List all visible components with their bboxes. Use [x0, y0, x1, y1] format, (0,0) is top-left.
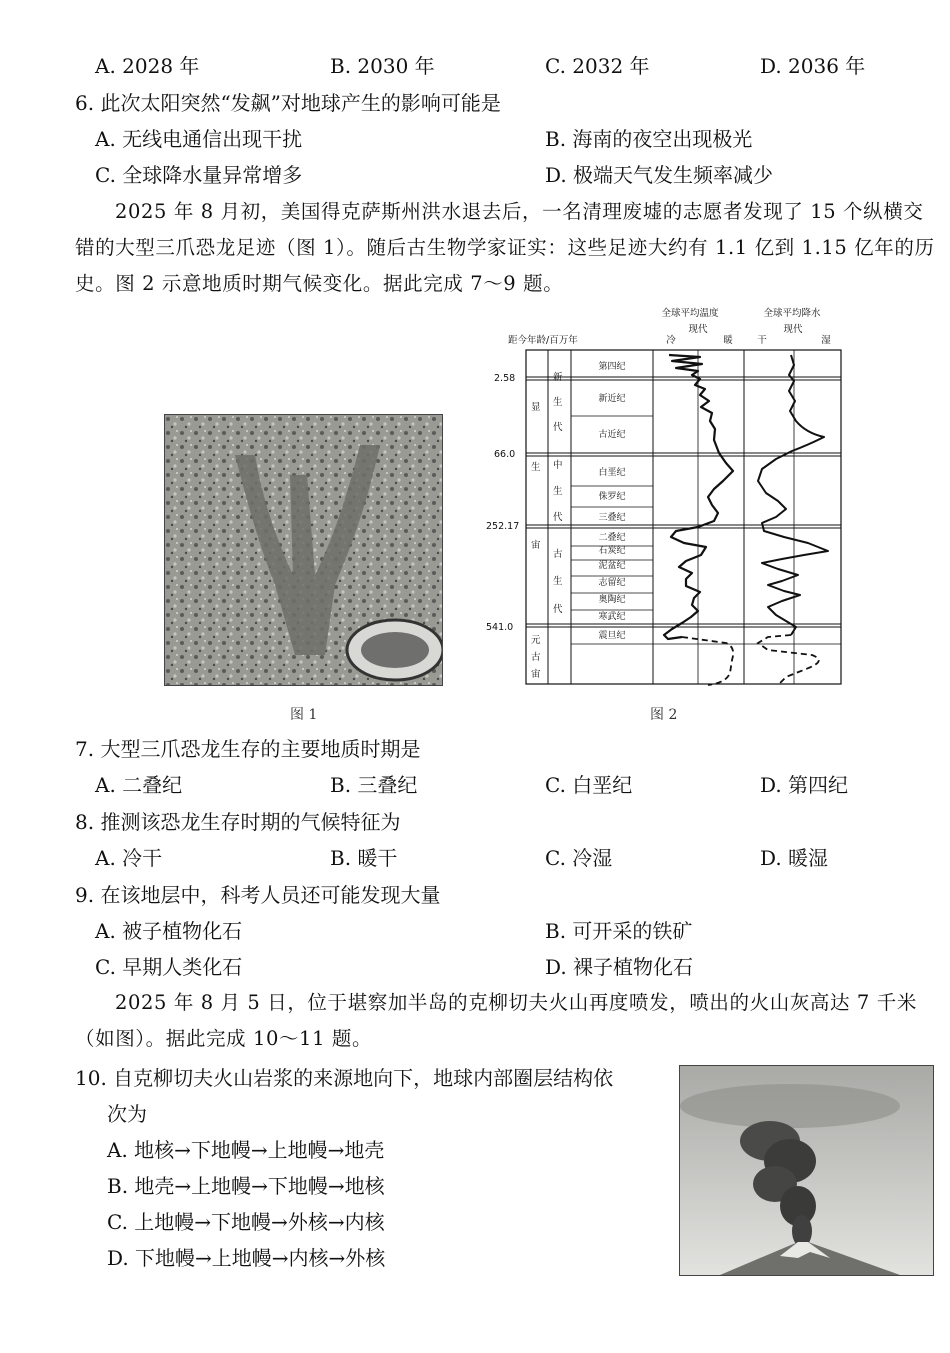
period-paleogene: 古近纪 [598, 430, 626, 440]
eon-phanerozoic-1: 显 [531, 402, 541, 413]
temp-warm-label: 暖 [723, 335, 733, 346]
q6-stem: 6. 此次太阳突然“发飙”对地球产生的影响可能是 [75, 91, 501, 115]
q6-option-b[interactable]: B. 海南的夜空出现极光 [545, 127, 753, 151]
age-541: 541.0 [486, 622, 514, 633]
period-neogene: 新近纪 [598, 394, 626, 404]
era-mesozoic-2: 生 [553, 486, 563, 497]
precip-now-label: 现代 [783, 324, 803, 335]
period-cambrian: 寒武纪 [598, 612, 626, 622]
q9-option-b[interactable]: B. 可开采的铁矿 [545, 919, 693, 943]
precip-dry-label: 干 [757, 335, 767, 346]
era-cenozoic-1: 新 [553, 372, 563, 383]
temp-now-label: 现代 [688, 324, 708, 335]
q7-option-b[interactable]: B. 三叠纪 [330, 773, 418, 797]
q6-option-d[interactable]: D. 极端天气发生频率减少 [545, 163, 774, 187]
period-permian: 二叠纪 [598, 533, 626, 543]
period-jurassic: 侏罗纪 [598, 492, 626, 502]
q6-option-c[interactable]: C. 全球降水量异常增多 [95, 163, 303, 187]
q8-stem: 8. 推测该恐龙生存时期的气候特征为 [75, 810, 401, 834]
q5-option-d[interactable]: D. 2036 年 [760, 54, 866, 78]
temperature-curve [664, 355, 733, 639]
q7-option-d[interactable]: D. 第四纪 [760, 773, 849, 797]
q10-stem-line1: 10. 自克柳切夫火山岩浆的来源地向下，地球内部圈层结构依 [75, 1066, 614, 1090]
q7-stem: 7. 大型三爪恐龙生存的主要地质时期是 [75, 737, 421, 761]
fig2-caption: 图 2 [650, 707, 678, 723]
geologic-climate-chart [486, 305, 842, 687]
q9-option-a[interactable]: A. 被子植物化石 [95, 919, 243, 943]
dinosaur-footprint-photo [164, 414, 443, 686]
eon-phanerozoic-3: 宙 [531, 540, 541, 551]
temp-title: 全球平均温度 [661, 308, 719, 319]
temp-cold-label: 冷 [666, 335, 676, 346]
era-paleozoic-2: 生 [553, 576, 563, 587]
q10-stem-line2: 次为 [107, 1102, 147, 1126]
q8-option-d[interactable]: D. 暖湿 [760, 846, 829, 870]
period-sinian: 震旦纪 [598, 631, 626, 641]
era-paleozoic-1: 古 [553, 549, 563, 560]
volcano-eruption-photo [679, 1065, 934, 1276]
eon-proterozoic-3: 宙 [531, 669, 541, 680]
period-cretaceous: 白垩纪 [598, 468, 626, 478]
age-252-17: 252.17 [486, 521, 520, 532]
precip-title: 全球平均降水 [763, 308, 821, 319]
q8-option-a[interactable]: A. 冷干 [95, 846, 163, 870]
era-mesozoic-3: 代 [553, 512, 563, 523]
age-66: 66.0 [494, 449, 516, 460]
q10-option-d[interactable]: D. 下地幔→上地幔→内核→外核 [107, 1246, 386, 1270]
era-cenozoic-3: 代 [553, 422, 563, 433]
precip-wet-label: 湿 [821, 335, 831, 346]
q9-option-c[interactable]: C. 早期人类化石 [95, 955, 243, 979]
q7-option-a[interactable]: A. 二叠纪 [95, 773, 183, 797]
age-2-58: 2.58 [494, 373, 516, 384]
passage-dinosaur: 2025 年 8 月初，美国得克萨斯州洪水退去后，一名清理废墟的志愿者发现了 15 个纵横交错的大型三爪恐龙足迹（图 1）。随后古生物学家证实：这些足迹大约有 1.1 亿到 1.15 亿年的历史。图 2 示意地质时期气候变化。据此完成 7～9 题。 [75, 200, 935, 295]
q10-option-c[interactable]: C. 上地幔→下地幔→外核→内核 [107, 1210, 385, 1234]
period-carboniferous: 石炭纪 [598, 546, 626, 556]
q10-option-b[interactable]: B. 地壳→上地幔→下地幔→地核 [107, 1174, 385, 1198]
eon-proterozoic-2: 古 [531, 652, 541, 663]
era-mesozoic-1: 中 [553, 460, 563, 471]
passage-volcano: 2025 年 8 月 5 日，位于堪察加半岛的克柳切夫火山再度喷发，喷出的火山灰高达 7 千米（如图）。据此完成 10～11 题。 [75, 991, 917, 1050]
q5-option-b[interactable]: B. 2030 年 [330, 54, 435, 78]
period-triassic: 三叠纪 [598, 513, 626, 523]
precipitation-curve-proterozoic [758, 635, 819, 685]
q8-option-b[interactable]: B. 暖干 [330, 846, 398, 870]
q5-option-c[interactable]: C. 2032 年 [545, 54, 650, 78]
q6-option-a[interactable]: A. 无线电通信出现干扰 [95, 127, 303, 151]
q7-option-c[interactable]: C. 白垩纪 [545, 773, 633, 797]
period-devonian: 泥盆纪 [598, 561, 626, 571]
age-axis-title: 距今年龄/百万年 [508, 335, 578, 346]
eon-phanerozoic-2: 生 [531, 462, 541, 473]
precipitation-curve [758, 355, 828, 635]
fig1-caption: 图 1 [290, 707, 318, 723]
q8-option-c[interactable]: C. 冷湿 [545, 846, 613, 870]
q5-option-a[interactable]: A. 2028 年 [95, 54, 200, 78]
q9-stem: 9. 在该地层中，科考人员还可能发现大量 [75, 883, 441, 907]
period-quaternary: 第四纪 [598, 362, 626, 372]
eon-proterozoic-1: 元 [531, 635, 541, 646]
period-silurian: 志留纪 [598, 578, 626, 588]
era-paleozoic-3: 代 [553, 604, 563, 615]
q10-option-a[interactable]: A. 地核→下地幔→上地幔→地壳 [107, 1138, 385, 1162]
q9-option-d[interactable]: D. 裸子植物化石 [545, 955, 694, 979]
period-ordovician: 奥陶纪 [598, 595, 626, 605]
era-cenozoic-2: 生 [553, 397, 563, 408]
